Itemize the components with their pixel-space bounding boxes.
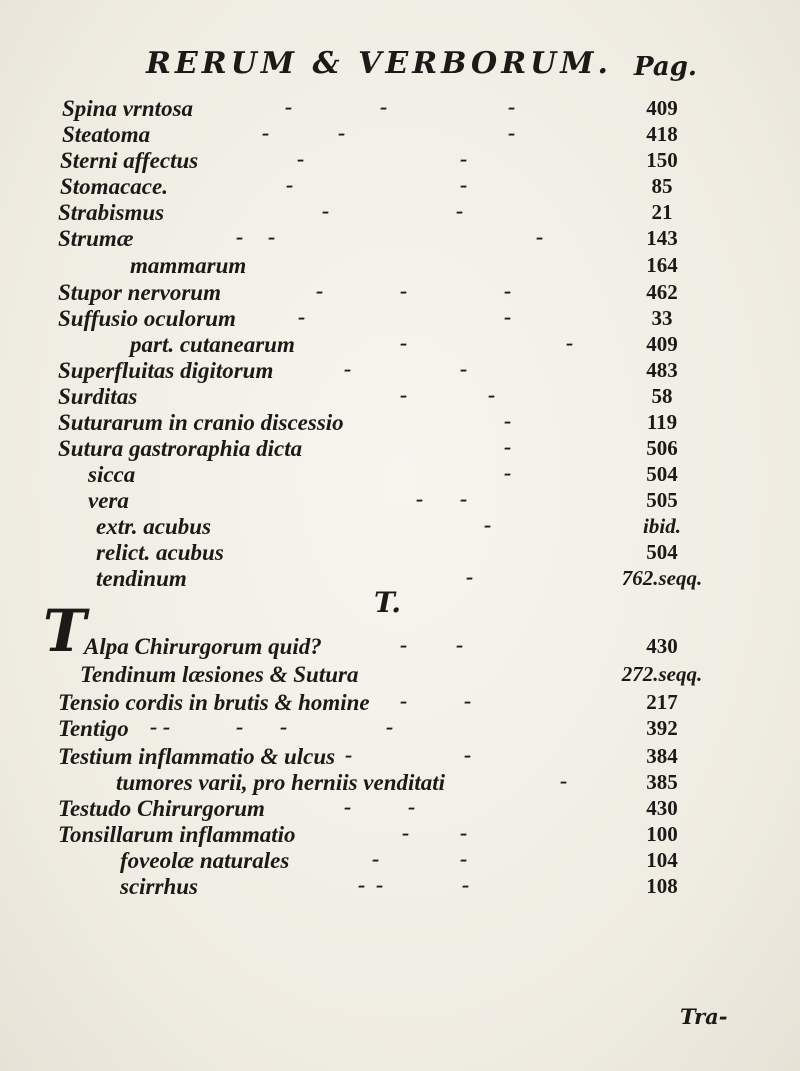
entry-term: Superfluitas digitorum <box>58 358 274 383</box>
entry-term: vera <box>88 488 129 513</box>
entry-page: ibid. <box>643 514 681 538</box>
leader-dash: - <box>508 94 516 119</box>
entry-term: mammarum <box>130 253 247 278</box>
entry-page: 143 <box>646 226 678 250</box>
index-entry <box>0 874 800 904</box>
entry-page: 119 <box>646 410 678 434</box>
leader-dash: - <box>400 382 408 407</box>
leader-dash: - <box>508 120 516 145</box>
entry-term: Testium inflammatio & ulcus <box>58 744 336 769</box>
running-header: RERUM & VERBORUM. <box>146 46 612 81</box>
leader-dash: - <box>460 820 468 845</box>
entry-page: 762.seqq. <box>621 566 703 590</box>
entry-page: 504 <box>646 462 678 486</box>
leader-dash: - <box>400 278 408 303</box>
index-entry <box>0 634 800 664</box>
leader-dash: - <box>236 714 244 739</box>
leader-dash: - <box>504 460 512 485</box>
entry-term: Tonsillarum inflammatio <box>58 822 296 847</box>
entry-page: 409 <box>646 96 678 120</box>
index-entry <box>0 226 800 256</box>
leader-dash: - <box>400 330 408 355</box>
leader-dash: - <box>462 872 470 897</box>
leader-dash: - <box>460 846 468 871</box>
leader-dash: - <box>402 820 410 845</box>
leader-dash: - <box>298 304 306 329</box>
leader-dash: - <box>322 198 330 223</box>
leader-dash: - <box>460 146 468 171</box>
leader-dash: - <box>376 872 384 897</box>
leader-dash: - <box>536 224 544 249</box>
leader-dash: - <box>280 714 288 739</box>
entry-term: relict. acubus <box>96 540 224 565</box>
leader-dash: - <box>386 714 394 739</box>
entry-term: part. cutanearum <box>130 332 295 357</box>
entry-term: Surditas <box>58 384 138 409</box>
leader-dash: - <box>488 382 496 407</box>
leader-dash: - <box>504 304 512 329</box>
entry-page: 462 <box>646 280 678 304</box>
leader-dash: - <box>344 356 352 381</box>
index-entry <box>0 716 800 746</box>
leader-dash: - <box>345 742 353 767</box>
entry-term: scirrhus <box>120 874 198 899</box>
leader-dash: - <box>262 120 270 145</box>
entry-term: Testudo Chirurgorum <box>58 796 265 821</box>
entry-term: extr. acubus <box>96 514 212 539</box>
entry-term: Tensio cordis in brutis & homine <box>58 690 370 715</box>
entry-term: Strumæ <box>58 226 134 251</box>
entry-term: Sterni affectus <box>60 148 199 173</box>
entry-page: 104 <box>646 848 678 872</box>
leader-dash: - <box>268 224 276 249</box>
entry-page: 409 <box>646 332 678 356</box>
entry-term: tumores varii, pro herniis venditati <box>116 770 446 795</box>
section-letter: T. <box>374 586 401 619</box>
leader-dash: - <box>484 512 492 537</box>
leader-dash: - <box>504 434 512 459</box>
entry-page: 392 <box>646 716 678 740</box>
page-column-header: Pag. <box>634 52 697 82</box>
entry-term: Spina vrntosa <box>62 96 194 121</box>
entry-page: 430 <box>646 796 678 820</box>
leader-dash: - <box>566 330 574 355</box>
entry-page: 164 <box>646 253 678 277</box>
leader-dash: - <box>372 846 380 871</box>
leader-dash: - <box>344 794 352 819</box>
entry-term: foveolæ naturales <box>120 848 290 873</box>
leader-dash: - <box>416 486 424 511</box>
leader-dash: - <box>464 742 472 767</box>
leader-dash: - <box>316 278 324 303</box>
catchword: Tra- <box>680 1004 728 1029</box>
leader-dash: - <box>460 486 468 511</box>
entry-term: Tentigo <box>58 716 129 741</box>
entry-page: 385 <box>646 770 678 794</box>
leader-dash: - - <box>150 714 171 739</box>
leader-dash: - <box>460 356 468 381</box>
leader-dash: - <box>358 872 366 897</box>
leader-dash: - <box>285 94 293 119</box>
entry-page: 483 <box>646 358 678 382</box>
leader-dash: - <box>456 198 464 223</box>
leader-dash: - <box>504 278 512 303</box>
entry-term: Steatoma <box>62 122 151 147</box>
entry-page: 506 <box>646 436 678 460</box>
leader-dash: - <box>466 564 474 589</box>
entry-page: 430 <box>646 634 678 658</box>
leader-dash: - <box>400 688 408 713</box>
entry-term: Alpa Chirurgorum quid? <box>84 634 322 659</box>
entry-term: Suturarum in cranio discessio <box>58 410 344 435</box>
entry-page: 150 <box>646 148 678 172</box>
entry-page: 58 <box>651 384 673 408</box>
leader-dash: - <box>456 632 464 657</box>
entry-term: Stupor nervorum <box>58 280 221 305</box>
entry-term: Tendinum læsiones & Sutura <box>80 662 359 687</box>
entry-page: 217 <box>646 690 678 714</box>
entry-page: 418 <box>646 122 678 146</box>
entry-page: 504 <box>646 540 678 564</box>
entry-page: 33 <box>651 306 673 330</box>
leader-dash: - <box>400 632 408 657</box>
drop-cap: T <box>43 597 87 665</box>
leader-dash: - <box>504 408 512 433</box>
entry-page: 505 <box>646 488 678 512</box>
entry-term: Stomacace. <box>60 174 168 199</box>
entry-page: 272.seqq. <box>621 662 703 686</box>
entry-page: 85 <box>651 174 673 198</box>
entry-term: tendinum <box>96 566 187 591</box>
leader-dash: - <box>460 172 468 197</box>
entry-term: Strabismus <box>58 200 165 225</box>
leader-dash: - <box>236 224 244 249</box>
entry-page: 21 <box>651 200 673 224</box>
leader-dash: - <box>297 146 305 171</box>
entry-term: sicca <box>88 462 136 487</box>
entry-term: Sutura gastroraphia dicta <box>58 436 303 461</box>
entry-page: 384 <box>646 744 678 768</box>
leader-dash: - <box>286 172 294 197</box>
leader-dash: - <box>408 794 416 819</box>
leader-dash: - <box>380 94 388 119</box>
leader-dash: - <box>464 688 472 713</box>
entry-term: Suffusio oculorum <box>58 306 236 331</box>
entry-page: 100 <box>646 822 678 846</box>
leader-dash: - <box>560 768 568 793</box>
leader-dash: - <box>338 120 346 145</box>
entry-page: 108 <box>646 874 678 898</box>
